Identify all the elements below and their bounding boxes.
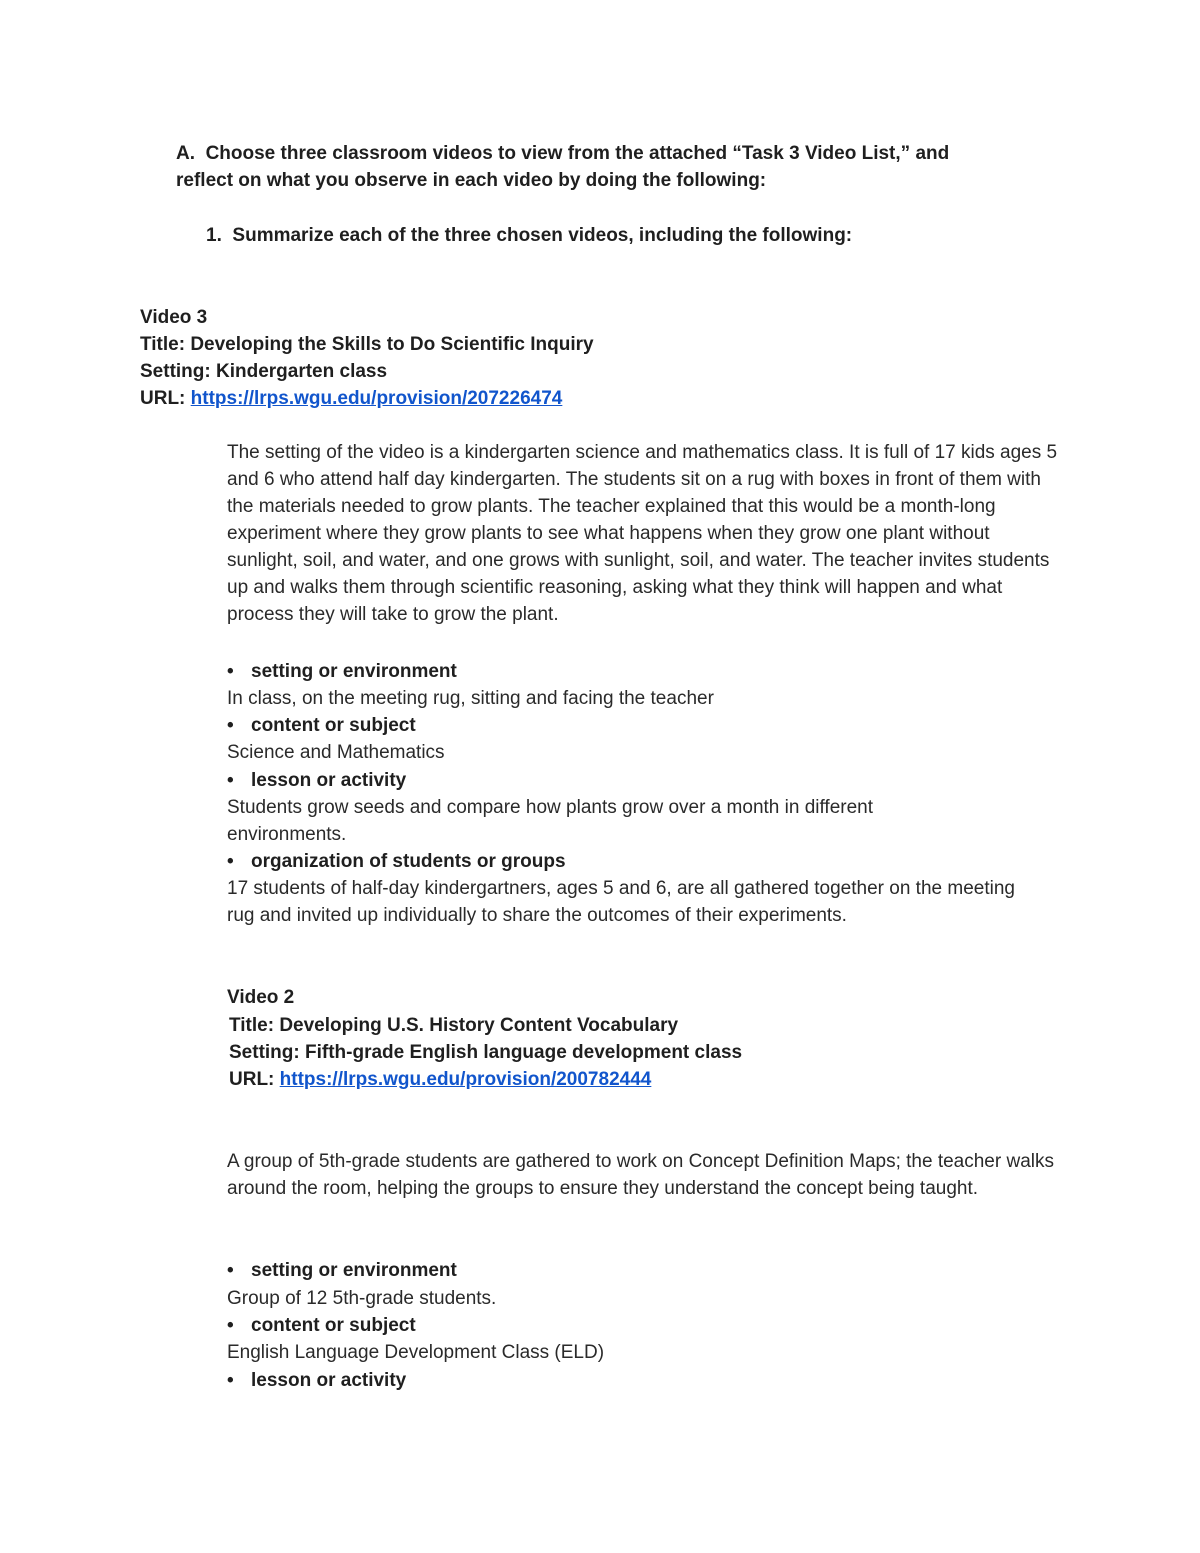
- video3-value-setting: In class, on the meeting rug, sitting and facing the teacher: [227, 688, 714, 709]
- task-a-line-2: reflect on what you observe in each video by doing the following:: [176, 170, 767, 191]
- video3-value-content: Science and Mathematics: [227, 742, 445, 763]
- video2-heading: Video 2: [227, 987, 295, 1008]
- bullet-icon: •: [227, 1370, 234, 1391]
- video2-bullet-setting: [227, 1257, 457, 1284]
- bullet-label: setting or environment: [251, 1260, 457, 1281]
- video2-value-setting: Group of 12 5th-grade students.: [227, 1288, 497, 1309]
- video2-url-line: [229, 1066, 651, 1093]
- task-a-line-1: [176, 140, 949, 167]
- bullet-icon: •: [227, 661, 234, 682]
- video3-value-lesson: Students grow seeds and compare how plants grow over a month in different environments.: [227, 797, 874, 845]
- video2-title: Title: Developing U.S. History Content Vocabulary: [229, 1015, 679, 1036]
- task-a-marker: A.: [176, 143, 195, 164]
- video3-bullet-setting: [227, 658, 457, 685]
- video2-bullet-content: [227, 1312, 416, 1339]
- task-item-1-text: Summarize each of the three chosen videos, including the following:: [232, 225, 853, 246]
- video2-url-link[interactable]: https://lrps.wgu.edu/provision/200782444: [279, 1069, 652, 1090]
- video3-url-link[interactable]: https://lrps.wgu.edu/provision/207226474: [190, 388, 563, 409]
- video2-url-label: URL:: [229, 1069, 275, 1090]
- video3-bullet-content: [227, 712, 416, 739]
- video3-bullet-organization: [227, 848, 566, 875]
- video3-url-line: [140, 385, 562, 412]
- bullet-label: organization of students or groups: [251, 851, 566, 872]
- video3-value-organization: 17 students of half-day kindergartners, ages 5 and 6, are all gathered together on the meeting rug and invited up individually to share the outcomes of their experiments.: [227, 878, 1015, 926]
- bullet-label: lesson or activity: [251, 770, 407, 791]
- video2-summary: A group of 5th-grade students are gathered to work on Concept Definition Maps; the teacher walks around the room, helping the groups to ensure they understand the concept being taught.: [227, 1151, 1054, 1199]
- bullet-icon: •: [227, 1260, 234, 1281]
- bullet-label: lesson or activity: [251, 1370, 407, 1391]
- video3-setting: Setting: Kindergarten class: [140, 361, 388, 382]
- task-item-1: [206, 222, 852, 249]
- video3-title: Title: Developing the Skills to Do Scientific Inquiry: [140, 334, 594, 355]
- video2-setting: Setting: Fifth-grade English language development class: [229, 1042, 743, 1063]
- task-a-text-1: Choose three classroom videos to view from the attached “Task 3 Video List,” and: [205, 143, 950, 164]
- video2-value-content: English Language Development Class (ELD): [227, 1342, 605, 1363]
- bullet-icon: •: [227, 770, 234, 791]
- video2-bullet-lesson: [227, 1367, 406, 1394]
- video3-summary: The setting of the video is a kindergarten science and mathematics class. It is full of 17 kids ages 5 and 6 who attend half day kindergarten. The students sit on a rug with boxes in front of them with the materials needed to grow plants. The teacher explained that this would be a month-long experiment where they grow plants to see what happens when they grow one plant without sunlight, soil, and water, and one grows with sunlight, soil, and water. The teacher invites students up and walks them through scientific reasoning, asking what they think will happen and what process they will take to grow the plant.: [227, 442, 1058, 625]
- bullet-icon: •: [227, 851, 234, 872]
- bullet-label: content or subject: [251, 715, 416, 736]
- video3-bullet-lesson: [227, 767, 406, 794]
- bullet-icon: •: [227, 715, 234, 736]
- bullet-icon: •: [227, 1315, 234, 1336]
- video3-heading: Video 3: [140, 307, 208, 328]
- task-item-1-marker: 1.: [206, 225, 222, 246]
- video3-url-label: URL:: [140, 388, 186, 409]
- bullet-label: setting or environment: [251, 661, 457, 682]
- bullet-label: content or subject: [251, 1315, 416, 1336]
